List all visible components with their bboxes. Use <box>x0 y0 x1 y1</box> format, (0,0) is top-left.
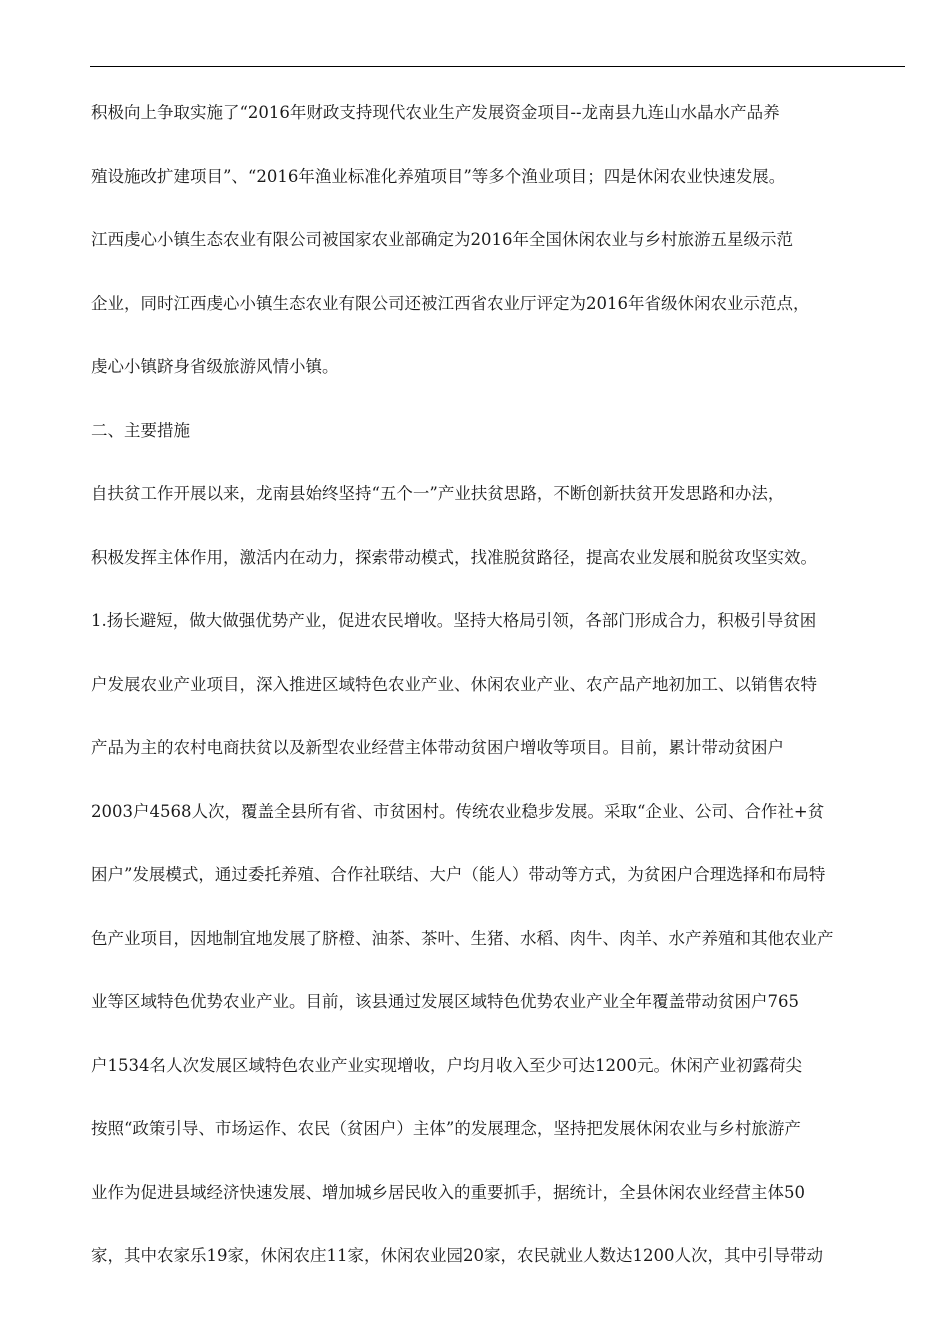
text-line: 家，其中农家乐19家，休闲农庄11家，休闲农业园20家，农民就业人数达1200人次，其中引导带动 <box>91 1246 823 1265</box>
text-line: 户1534名人次发展区域特色农业产业实现增收，户均月收入至少可达1200元。休闲产业初露荷尖 <box>91 1055 802 1075</box>
section-heading: 二、主要措施 <box>91 420 190 440</box>
text-line: 积极发挥主体作用，激活内在动力，探索带动模式，找准脱贫路径，提高农业发展和脱贫攻坚实效。 <box>91 547 817 567</box>
text-line: 殖设施改扩建项目”、“2016年渔业标准化养殖项目”等多个渔业项目；四是休闲农业快速发展。 <box>91 166 786 186</box>
text-line: 业作为促进县域经济快速发展、增加城乡居民收入的重要抓手，据统计，全县休闲农业经营主体50 <box>91 1182 805 1202</box>
text-line: 困户”发展模式，通过委托养殖、合作社联结、大户（能人）带动等方式，为贫困户合理选择和布局特 <box>91 865 826 884</box>
text-line: 按照“政策引导、市场运作、农民（贫困户）主体”的发展理念，坚持把发展休闲农业与乡村旅游产 <box>91 1119 801 1138</box>
header-rule <box>90 66 905 67</box>
text-line: 1.扬长避短，做大做强优势产业，促进农民增收。坚持大格局引领，各部门形成合力，积极引导贫困 <box>91 611 817 630</box>
text-line: 积极向上争取实施了“2016年财政支持现代农业生产发展资金项目--龙南县九连山水晶水产品养 <box>91 103 780 122</box>
document-body <box>91 90 907 1297</box>
text-line: 2003户4568人次，覆盖全县所有省、市贫困村。传统农业稳步发展。采取“企业、公司、合作社+贫 <box>91 801 825 821</box>
text-line: 户发展农业产业项目，深入推进区域特色农业产业、休闲农业产业、农产品产地初加工、以销售农特 <box>91 674 817 694</box>
text-line: 虔心小镇跻身省级旅游风情小镇。 <box>91 357 339 376</box>
text-line: 色产业项目，因地制宜地发展了脐橙、油茶、茶叶、生猪、水稻、肉牛、肉羊、水产养殖和其他农业产 <box>91 928 834 948</box>
text-line: 企业，同时江西虔心小镇生态农业有限公司还被江西省农业厅评定为2016年省级休闲农业示范点， <box>91 293 810 313</box>
text-line: 江西虔心小镇生态农业有限公司被国家农业部确定为2016年全国休闲农业与乡村旅游五星级示范 <box>91 230 793 249</box>
text-line: 自扶贫工作开展以来，龙南县始终坚持“五个一”产业扶贫思路，不断创新扶贫开发思路和办法， <box>91 484 785 503</box>
text-line: 产品为主的农村电商扶贫以及新型农业经营主体带动贫困户增收等项目。目前，累计带动贫困户 <box>91 738 784 757</box>
text-line: 业等区域特色优势农业产业。目前，该县通过发展区域特色优势农业产业全年覆盖带动贫困户765 <box>91 992 799 1011</box>
